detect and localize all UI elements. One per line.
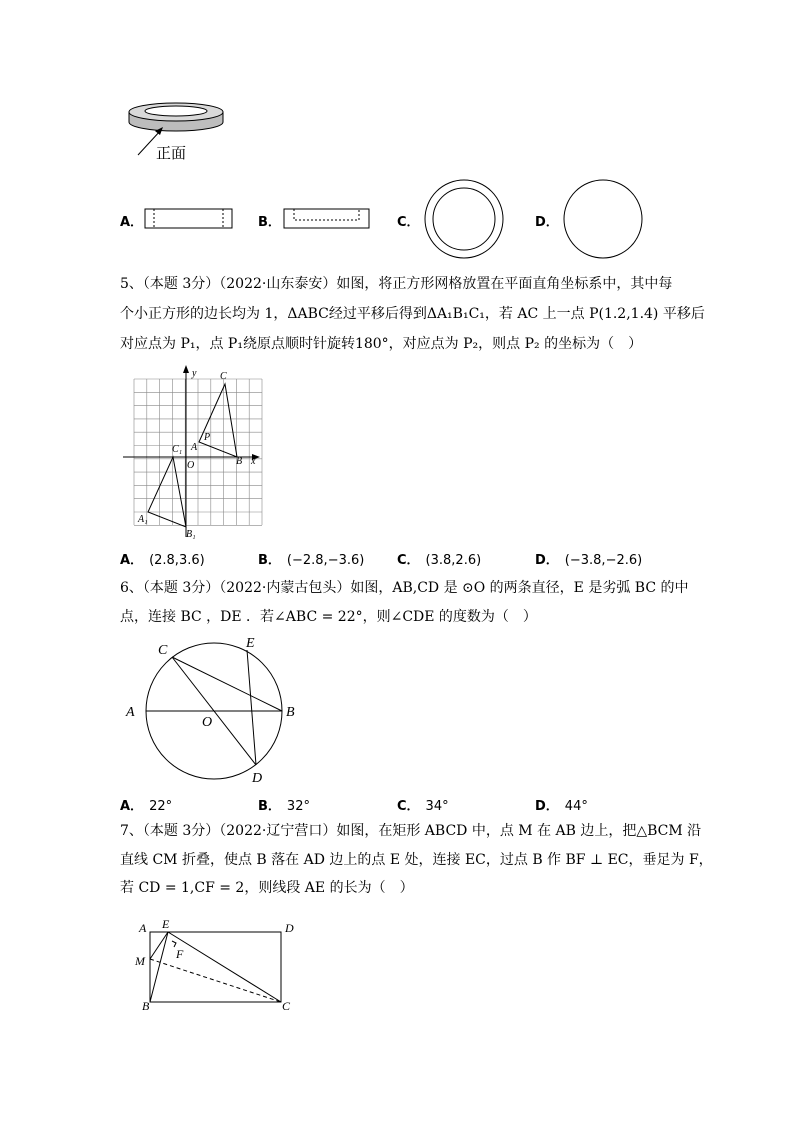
q6-option-d[interactable]: D． [535,799,559,814]
q5-option-c[interactable]: C． [397,553,420,568]
svg-text:F: F [176,947,184,961]
svg-text:A: A [126,705,135,720]
q5-line-2: 个小正方形的边长均为 1，ΔABC经过平移后得到ΔA₁B₁C₁，若 AC 上一点 P(1.2,1.4) 平移后 [120,306,705,322]
q6-option-c-text: 34° [425,799,449,814]
q7-line-3: 若 CD = 1,CF = 2，则线段 AE 的长为（ ） [120,880,414,896]
q6-option-a-text: 22° [149,799,173,814]
svg-text:D: D [252,771,263,786]
option-d[interactable]: D． [535,215,559,230]
q7-line-1: 7、（本题 3分）（2022·辽宁营口）如图，在矩形 ABCD 中，点 M 在 AB 边上，把△BCM 沿 [120,823,702,839]
svg-text:E: E [162,917,170,931]
q5-option-b-text: (−2.8,−3.6) [286,553,365,568]
q5-option-d-text: (−3.8,−2.6) [564,553,643,568]
svg-text:y: y [192,368,197,379]
q6-line-2: 点，连接 BC ，DE ．若∠ABC = 22°，则∠CDE 的度数为（ ） [120,609,537,625]
q6-option-d-text: 44° [564,799,588,814]
svg-text:C₁: C₁ [172,444,183,455]
svg-text:C: C [158,643,168,658]
option-c[interactable]: C． [397,215,420,230]
svg-text:A₁: A₁ [138,514,148,525]
svg-text:M: M [135,954,145,968]
grid-figure [120,362,270,542]
q5-option-a-text: (2.8,3.6) [149,553,205,568]
option-a-figure [144,208,234,230]
svg-text:A: A [139,921,147,935]
svg-text:B: B [286,705,295,720]
option-c-figure [423,177,505,261]
q5-option-c-text: (3.8,2.6) [425,553,482,568]
rectangle-figure [130,915,305,1010]
circle-figure [120,632,310,792]
svg-text:O: O [187,460,195,471]
front-label: 正面 [156,144,187,162]
svg-text:E: E [246,636,255,651]
q5-option-d[interactable]: D． [535,553,559,568]
svg-text:A: A [191,442,198,453]
svg-text:C: C [282,999,291,1010]
q5-line-1: 5、（本题 3分）（2022·山东泰安）如图，将正方形网格放置在平面直角坐标系中，其中每 [120,276,673,292]
svg-text:O: O [202,715,213,730]
option-d-figure [562,178,644,262]
q6-line-1: 6、（本题 3分）（2022·内蒙古包头）如图，AB,CD 是 ⊙O 的两条直径，E 是劣弧 BC 的中 [120,580,689,596]
svg-text:B: B [236,456,243,467]
q6-option-c[interactable]: C． [397,799,420,814]
q7-line-2: 直线 CM 折叠，使点 B 落在 AD 边上的点 E 处，连接 EC，过点 B 作 BF ⊥ EC，垂足为 F， [120,852,713,868]
q6-option-a[interactable]: A． [120,799,144,814]
svg-text:B: B [142,999,150,1010]
svg-text:x: x [251,456,256,467]
q5-option-a[interactable]: A． [120,553,144,568]
svg-text:B₁: B₁ [186,529,196,540]
q6-option-b[interactable]: B． [258,799,281,814]
option-b[interactable]: B． [258,215,281,230]
option-b-figure [283,208,371,230]
svg-text:C: C [220,371,227,382]
q5-option-b[interactable]: B． [258,553,281,568]
q6-option-b-text: 32° [286,799,310,814]
q5-line-3: 对应点为 P₁，点 P₁绕原点顺时针旋转180°，对应点为 P₂，则点 P₂ 的坐标为（ ） [120,336,643,352]
svg-text:D: D [285,921,294,935]
option-a[interactable]: A． [120,215,144,230]
svg-text:P: P [204,432,211,443]
